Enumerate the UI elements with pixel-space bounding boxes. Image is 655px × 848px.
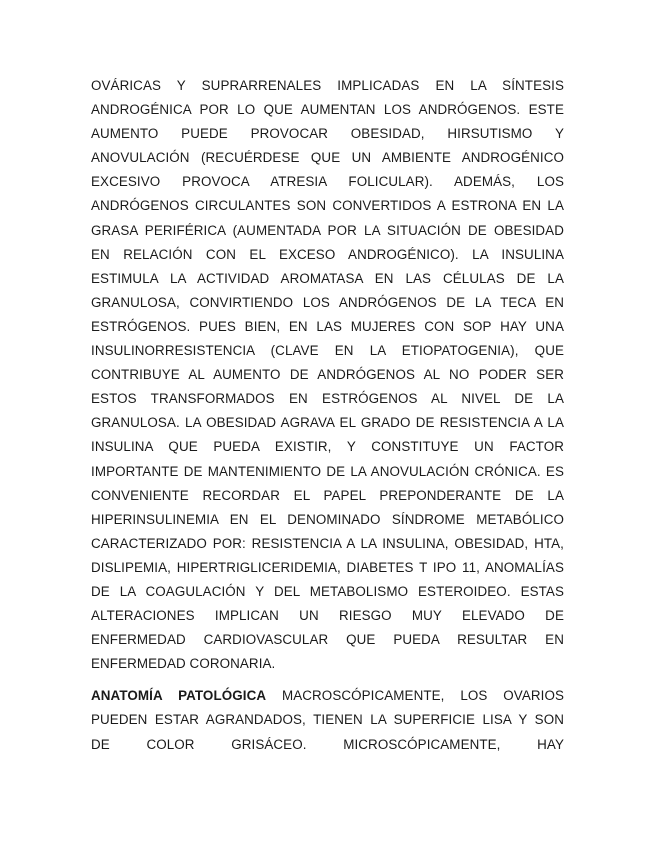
text-line: DE LA COAGULACIÓN Y DEL METABOLISMO ESTEROIDEO. ESTAS (91, 583, 564, 599)
text-line: INSULINORRESISTENCIA (CLAVE EN LA ETIOPATOGENIA), QUE (91, 343, 564, 359)
text-line: DISLIPEMIA, HIPERTRIGLICERIDEMIA, DIABETES T IPO 11, ANOMALÍAS (91, 559, 564, 575)
text-line: ENFERMEDAD CORONARIA. (91, 656, 276, 672)
text-line: ESTIMULA LA ACTIVIDAD AROMATASA EN LAS CÉLULAS DE LA (91, 270, 564, 286)
text-line: ESTRÓGENOS. PUES BIEN, EN LAS MUJERES CON SOP HAY UNA (91, 318, 564, 334)
body-paragraph-pathology (91, 684, 564, 756)
text-line: ESTOS TRANSFORMADOS EN ESTRÓGENOS AL NIVEL DE LA (91, 391, 564, 407)
text-line: CONVENIENTE RECORDAR EL PAPEL PREPONDERANTE DE LA (91, 487, 564, 503)
text-line: IMPORTANTE DE MANTENIMIENTO DE LA ANOVULACIÓN CRÓNICA. ES (91, 463, 564, 479)
text-line: ANDRÓGENOS CIRCULANTES SON CONVERTIDOS A ESTRONA EN LA (91, 198, 564, 214)
document-page (91, 74, 564, 757)
text-line: INSULINA QUE PUEDA EXISTIR, Y CONSTITUYE UN FACTOR (91, 439, 564, 455)
text-line: DE COLOR GRISÁCEO. MICROSCÓPICAMENTE, HAY (91, 736, 564, 752)
text-line: OVÁRICAS Y SUPRARRENALES IMPLICADAS EN LA SÍNTESIS (91, 78, 564, 93)
text-line: ANDROGÉNICA POR LO QUE AUMENTAN LOS ANDRÓGENOS. ESTE (91, 102, 564, 118)
text-line: ANOVULACIÓN (RECUÉRDESE QUE UN AMBIENTE ANDROGÉNICO (91, 150, 564, 166)
text-line: AUMENTO PUEDE PROVOCAR OBESIDAD, HIRSUTISMO Y (91, 126, 564, 142)
text-line: PUEDEN ESTAR AGRANDADOS, TIENEN LA SUPERFICIE LISA Y SON (91, 712, 564, 728)
text-run: MACROSCÓPICAMENTE, LOS OVARIOS (266, 688, 565, 704)
text-line: EN RELACIÓN CON EL EXCESO ANDROGÉNICO). LA INSULINA (91, 246, 564, 262)
text-line: GRASA PERIFÉRICA (AUMENTADA POR LA SITUACIÓN DE OBESIDAD (91, 222, 564, 238)
text-line (91, 684, 564, 708)
body-paragraph-pathophysiology (91, 74, 564, 676)
text-line: CARACTERIZADO POR: RESISTENCIA A LA INSULINA, OBESIDAD, HTA, (91, 535, 564, 551)
text-line: ENFERMEDAD CARDIOVASCULAR QUE PUEDA RESULTAR EN (91, 632, 564, 648)
text-line: EXCESIVO PROVOCA ATRESIA FOLICULAR). ADEMÁS, LOS (91, 174, 564, 190)
text-line: CONTRIBUYE AL AUMENTO DE ANDRÓGENOS AL NO PODER SER (91, 367, 564, 383)
text-line: GRANULOSA. LA OBESIDAD AGRAVA EL GRADO DE RESISTENCIA A LA (91, 415, 564, 431)
section-heading-anatomia-patologica: ANATOMÍA PATOLÓGICA (91, 688, 267, 704)
text-line: GRANULOSA, CONVIRTIENDO LOS ANDRÓGENOS DE LA TECA EN (91, 294, 564, 310)
text-line: HIPERINSULINEMIA EN EL DENOMINADO SÍNDROME METABÓLICO (91, 511, 564, 527)
text-line: ALTERACIONES IMPLICAN UN RIESGO MUY ELEVADO DE (91, 608, 564, 624)
